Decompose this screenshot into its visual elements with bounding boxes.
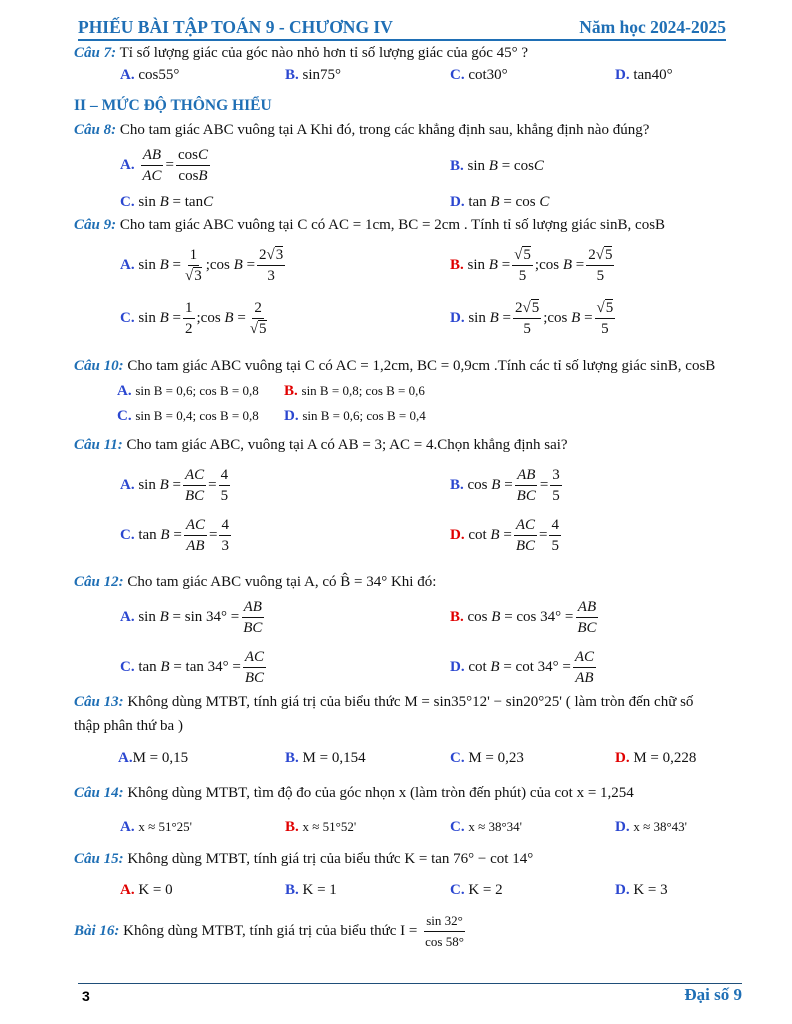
page-header	[78, 17, 726, 39]
question-text: Cho tam giác ABC vuông tại A, có B̂ = 34° Khi đó:	[127, 574, 437, 590]
question-label: Bài 16:	[74, 922, 120, 939]
question-10	[74, 358, 715, 375]
q10-option-c: C. sin B = 0,4; cos B = 0,8	[117, 408, 259, 424]
footer-subject: Đại số 9	[684, 985, 742, 1004]
question-text: Tỉ số lượng giác của góc nào nhỏ hơn tỉ số lượng giác của góc 45° ?	[119, 45, 529, 61]
q11-option-a: A. sin B = $\frac{AC}{BC}$ = $\frac{4}{5}$	[120, 467, 229, 504]
question-14	[74, 785, 634, 802]
q14-option-b: B. x ≈ 51°52'	[285, 819, 357, 835]
q13-option-b: B. M = 0,154	[285, 750, 366, 766]
q13-option-d: D. M = 0,228	[615, 750, 697, 766]
footer-divider	[78, 983, 742, 984]
q9-option-d: D. sin B = $\frac{2√5}{5}$ ;cos B = $\frac{√5}{5}$	[450, 300, 614, 337]
question-13-continued: thập phân thứ ba )	[74, 718, 183, 734]
q15-option-b: B. K = 1	[285, 882, 337, 898]
section-heading: II – MỨC ĐỘ THÔNG HIỂU	[74, 97, 272, 114]
question-11	[74, 437, 568, 454]
q7-option-d: D. tan40°	[615, 67, 673, 83]
question-label: Câu 14:	[74, 785, 124, 801]
q14-option-a: A. x ≈ 51°25'	[120, 819, 193, 835]
q7-option-a: A. cos55°	[120, 67, 180, 83]
question-15	[74, 851, 533, 868]
question-7	[74, 45, 528, 62]
q9-option-b: B. sin B = $\frac{√5}{5}$ ;cos B = $\frac{2√5}{5}$	[450, 247, 613, 284]
question-label: Câu 11:	[74, 437, 123, 453]
q15-option-d: D. K = 3	[615, 882, 668, 898]
question-label: Câu 15:	[74, 851, 124, 867]
question-text: Không dùng MTBT, tìm độ đo của góc nhọn x (làm tròn đến phút) của cot x = 1,254	[127, 785, 634, 801]
header-year: Năm học 2024-2025	[579, 17, 726, 37]
q12-option-d: D. cot B = cot 34° = $\frac{AC}{AB}$	[450, 649, 595, 686]
question-9	[74, 217, 665, 234]
header-title: PHIẾU BÀI TẬP TOÁN 9 - CHƯƠNG IV	[78, 17, 393, 37]
q9-option-a: A. sin B = $\frac{1}{√3}$ ;cos B = $\frac{2√3}{3}$	[120, 247, 284, 284]
question-text: Không dùng MTBT, tính giá trị của biểu thức K = tan 76° − cot 14°	[127, 851, 534, 867]
q8-option-d: D. tan B = cos C	[450, 194, 550, 210]
question-label: Câu 7:	[74, 45, 117, 61]
q8-option-c: C. sin B = tanC	[120, 194, 214, 210]
q8-option-b: B. sin B = cosC	[450, 158, 544, 174]
q10-option-a: A. sin B = 0,6; cos B = 0,8	[117, 383, 259, 399]
q9-option-c: C. sin B = $\frac{1}{2}$ ;cos B = $\frac{2}{√5}$	[120, 300, 267, 337]
q15-option-c: C. K = 2	[450, 882, 503, 898]
question-text: Cho tam giác ABC vuông tại C có AC = 1,2cm, BC = 0,9cm .Tính các tỉ số lượng giác sinB, cosB	[127, 358, 716, 374]
q13-option-a: A.M = 0,15	[118, 750, 189, 766]
q12-option-c: C. tan B = tan 34° = $\frac{AC}{BC}$	[120, 649, 265, 686]
q12-option-a: A. sin B = sin 34° = $\frac{AB}{BC}$	[120, 599, 263, 636]
q14-option-d: D. x ≈ 38°43'	[615, 819, 688, 835]
q15-option-a: A. K = 0	[120, 882, 173, 898]
q11-option-b: B. cos B = $\frac{AB}{BC}$ = $\frac{3}{5}$	[450, 467, 560, 504]
header-divider	[78, 39, 726, 41]
q12-option-b: B. cos B = cos 34° = $\frac{AB}{BC}$	[450, 599, 597, 636]
question-16: Bài 16: Không dùng MTBT, tính giá trị của biểu thức I = $\frac{\sin 32^\circ}{\cos 58^\circ}$	[74, 913, 464, 949]
q11-option-c: C. tan B = $\frac{AC}{AB}$ = $\frac{4}{3}$	[120, 517, 229, 554]
q10-option-d: D. sin B = 0,6; cos B = 0,4	[284, 408, 426, 424]
question-text: Cho tam giác ABC vuông tại A Khi đó, trong các khẳng định sau, khẳng định nào đúng?	[119, 122, 650, 138]
question-label: Câu 13:	[74, 694, 124, 710]
q11-option-d: D. cot B = $\frac{AC}{BC}$ = $\frac{4}{5}$	[450, 517, 559, 554]
question-label: Câu 9:	[74, 217, 117, 233]
question-text: Không dùng MTBT, tính giá trị của biểu thức M = sin35°12' − sin20°25' ( làm tròn đến chữ số	[127, 694, 694, 710]
question-text: Cho tam giác ABC, vuông tại A có AB = 3; AC = 4.Chọn khẳng định sai?	[126, 437, 568, 453]
q8-option-a: A. $\frac{AB}{AC}$ = $\frac{\cos C}{\cos B}$	[120, 147, 208, 184]
q13-option-c: C. M = 0,23	[450, 750, 524, 766]
q7-option-c: C. cot30°	[450, 67, 508, 83]
question-13	[74, 694, 693, 711]
q10-option-b: B. sin B = 0,8; cos B = 0,6	[284, 383, 425, 399]
question-8	[74, 122, 649, 139]
q7-option-b: B. sin75°	[285, 67, 342, 83]
q14-option-c: C. x ≈ 38°34'	[450, 819, 523, 835]
question-12	[74, 574, 436, 591]
question-label: Câu 12:	[74, 574, 124, 590]
question-label: Câu 10:	[74, 358, 124, 374]
question-text: Cho tam giác ABC vuông tại C có AC = 1cm, BC = 2cm . Tính tỉ số lượng giác sinB, cosB	[119, 217, 666, 233]
page-number: 3	[82, 988, 90, 1004]
question-text: Không dùng MTBT, tính giá trị của biểu thức I =	[123, 922, 418, 939]
question-label: Câu 8:	[74, 122, 117, 138]
